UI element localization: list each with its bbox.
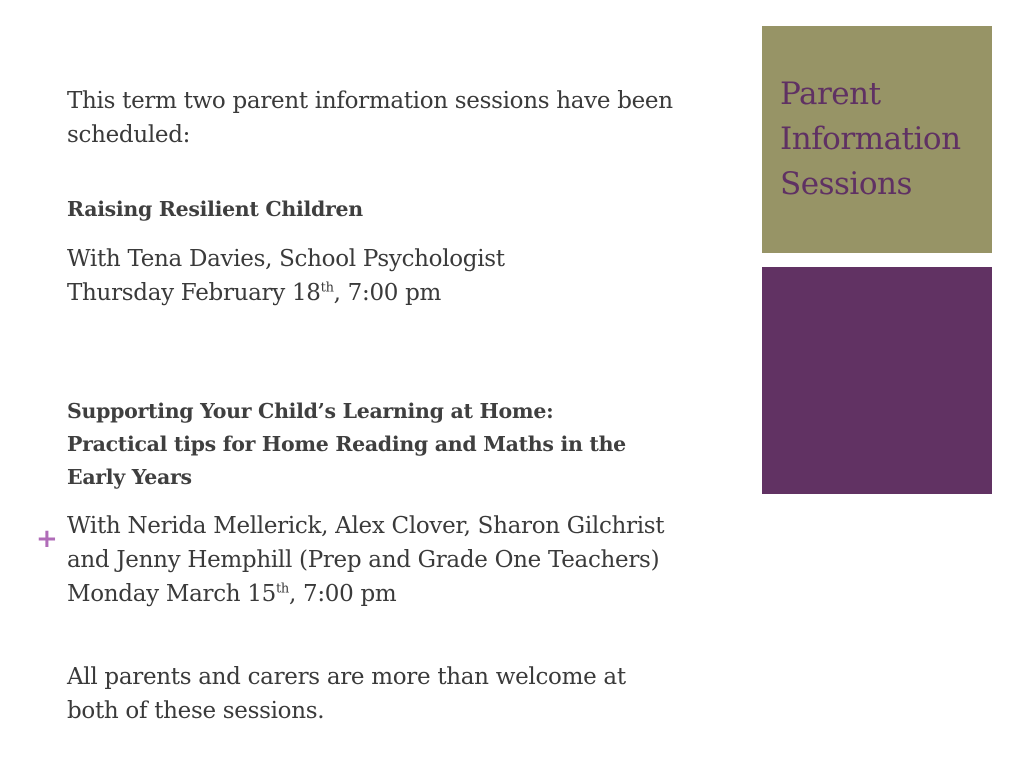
intro-line: scheduled: [67, 122, 191, 148]
session2-details [67, 509, 664, 611]
closing-line: both of these sessions. [67, 698, 325, 724]
session2-date-time: , 7:00 pm [288, 581, 397, 607]
decorative-purple-box [762, 267, 992, 494]
session2-title-line: Supporting Your Child’s Learning at Home: [67, 399, 554, 423]
session1-date-ordinal: th [320, 280, 334, 296]
intro-text [67, 84, 673, 152]
session1-date [67, 276, 505, 310]
session2-date-main: Monday March 15 [67, 581, 276, 607]
session2-title-line: Early Years [67, 465, 192, 489]
session1-presenter: With Tena Davies, School Psychologist [67, 246, 505, 272]
session2-presenter-line: With Nerida Mellerick, Alex Clover, Sharon Gilchrist [67, 513, 665, 539]
intro-line: This term two parent information sessions have been [67, 88, 673, 114]
closing-text [67, 660, 626, 728]
slide-title-line: Parent [780, 76, 881, 112]
plus-icon: + [36, 524, 58, 554]
slide-title-line: Sessions [780, 166, 912, 202]
title-box [762, 26, 992, 253]
session1-date-main: Thursday February 18 [67, 280, 321, 306]
session1-date-time: , 7:00 pm [333, 280, 442, 306]
slide-title-line: Information [780, 121, 961, 157]
session1-details [67, 242, 505, 310]
session2-presenter-line: and Jenny Hemphill (Prep and Grade One Teachers) [67, 547, 660, 573]
session1-title-text: Raising Resilient Children [67, 197, 363, 221]
session2-title-line: Practical tips for Home Reading and Maths in the [67, 432, 626, 456]
session2-title [67, 395, 626, 494]
closing-line: All parents and carers are more than welcome at [67, 664, 626, 690]
session1-title [67, 193, 363, 226]
session2-date-ordinal: th [275, 581, 289, 597]
session2-date [67, 577, 664, 611]
